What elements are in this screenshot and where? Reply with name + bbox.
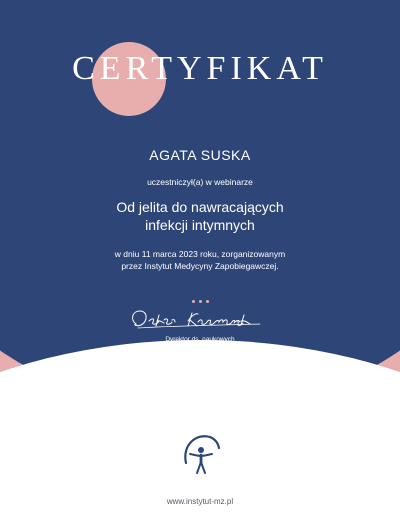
separator-dot	[199, 300, 202, 303]
separator-dot	[206, 300, 209, 303]
person-with-arc-icon	[170, 423, 230, 483]
webinar-title	[0, 198, 400, 234]
institute-logo	[170, 423, 230, 483]
signatory-role-line-1: Dyrektor ds. naukowych	[165, 336, 235, 343]
signatory-role	[0, 335, 400, 355]
event-details-line-2: przez Instytut Medycyny Zapobiegawczej.	[121, 261, 279, 271]
participation-text: uczestniczył(a) w webinarze	[147, 177, 253, 187]
webinar-title-line-1: Od jelita do nawracających	[116, 199, 284, 215]
separator-dot	[192, 300, 195, 303]
certificate-title: CERTYFIKAT	[72, 50, 328, 87]
signatory-role-line-2: Instytutu Medycyny Zapobiegawczej	[147, 346, 253, 353]
website-url: www.instytut-mz.pl	[166, 497, 234, 506]
handwritten-signature	[128, 304, 268, 334]
recipient-name: AGATA SUSKA	[149, 147, 251, 163]
event-details	[0, 248, 400, 272]
event-details-line-1: w dniu 11 marca 2023 roku, zorganizowanym	[114, 249, 286, 259]
webinar-title-line-2: infekcji intymnych	[145, 217, 255, 233]
